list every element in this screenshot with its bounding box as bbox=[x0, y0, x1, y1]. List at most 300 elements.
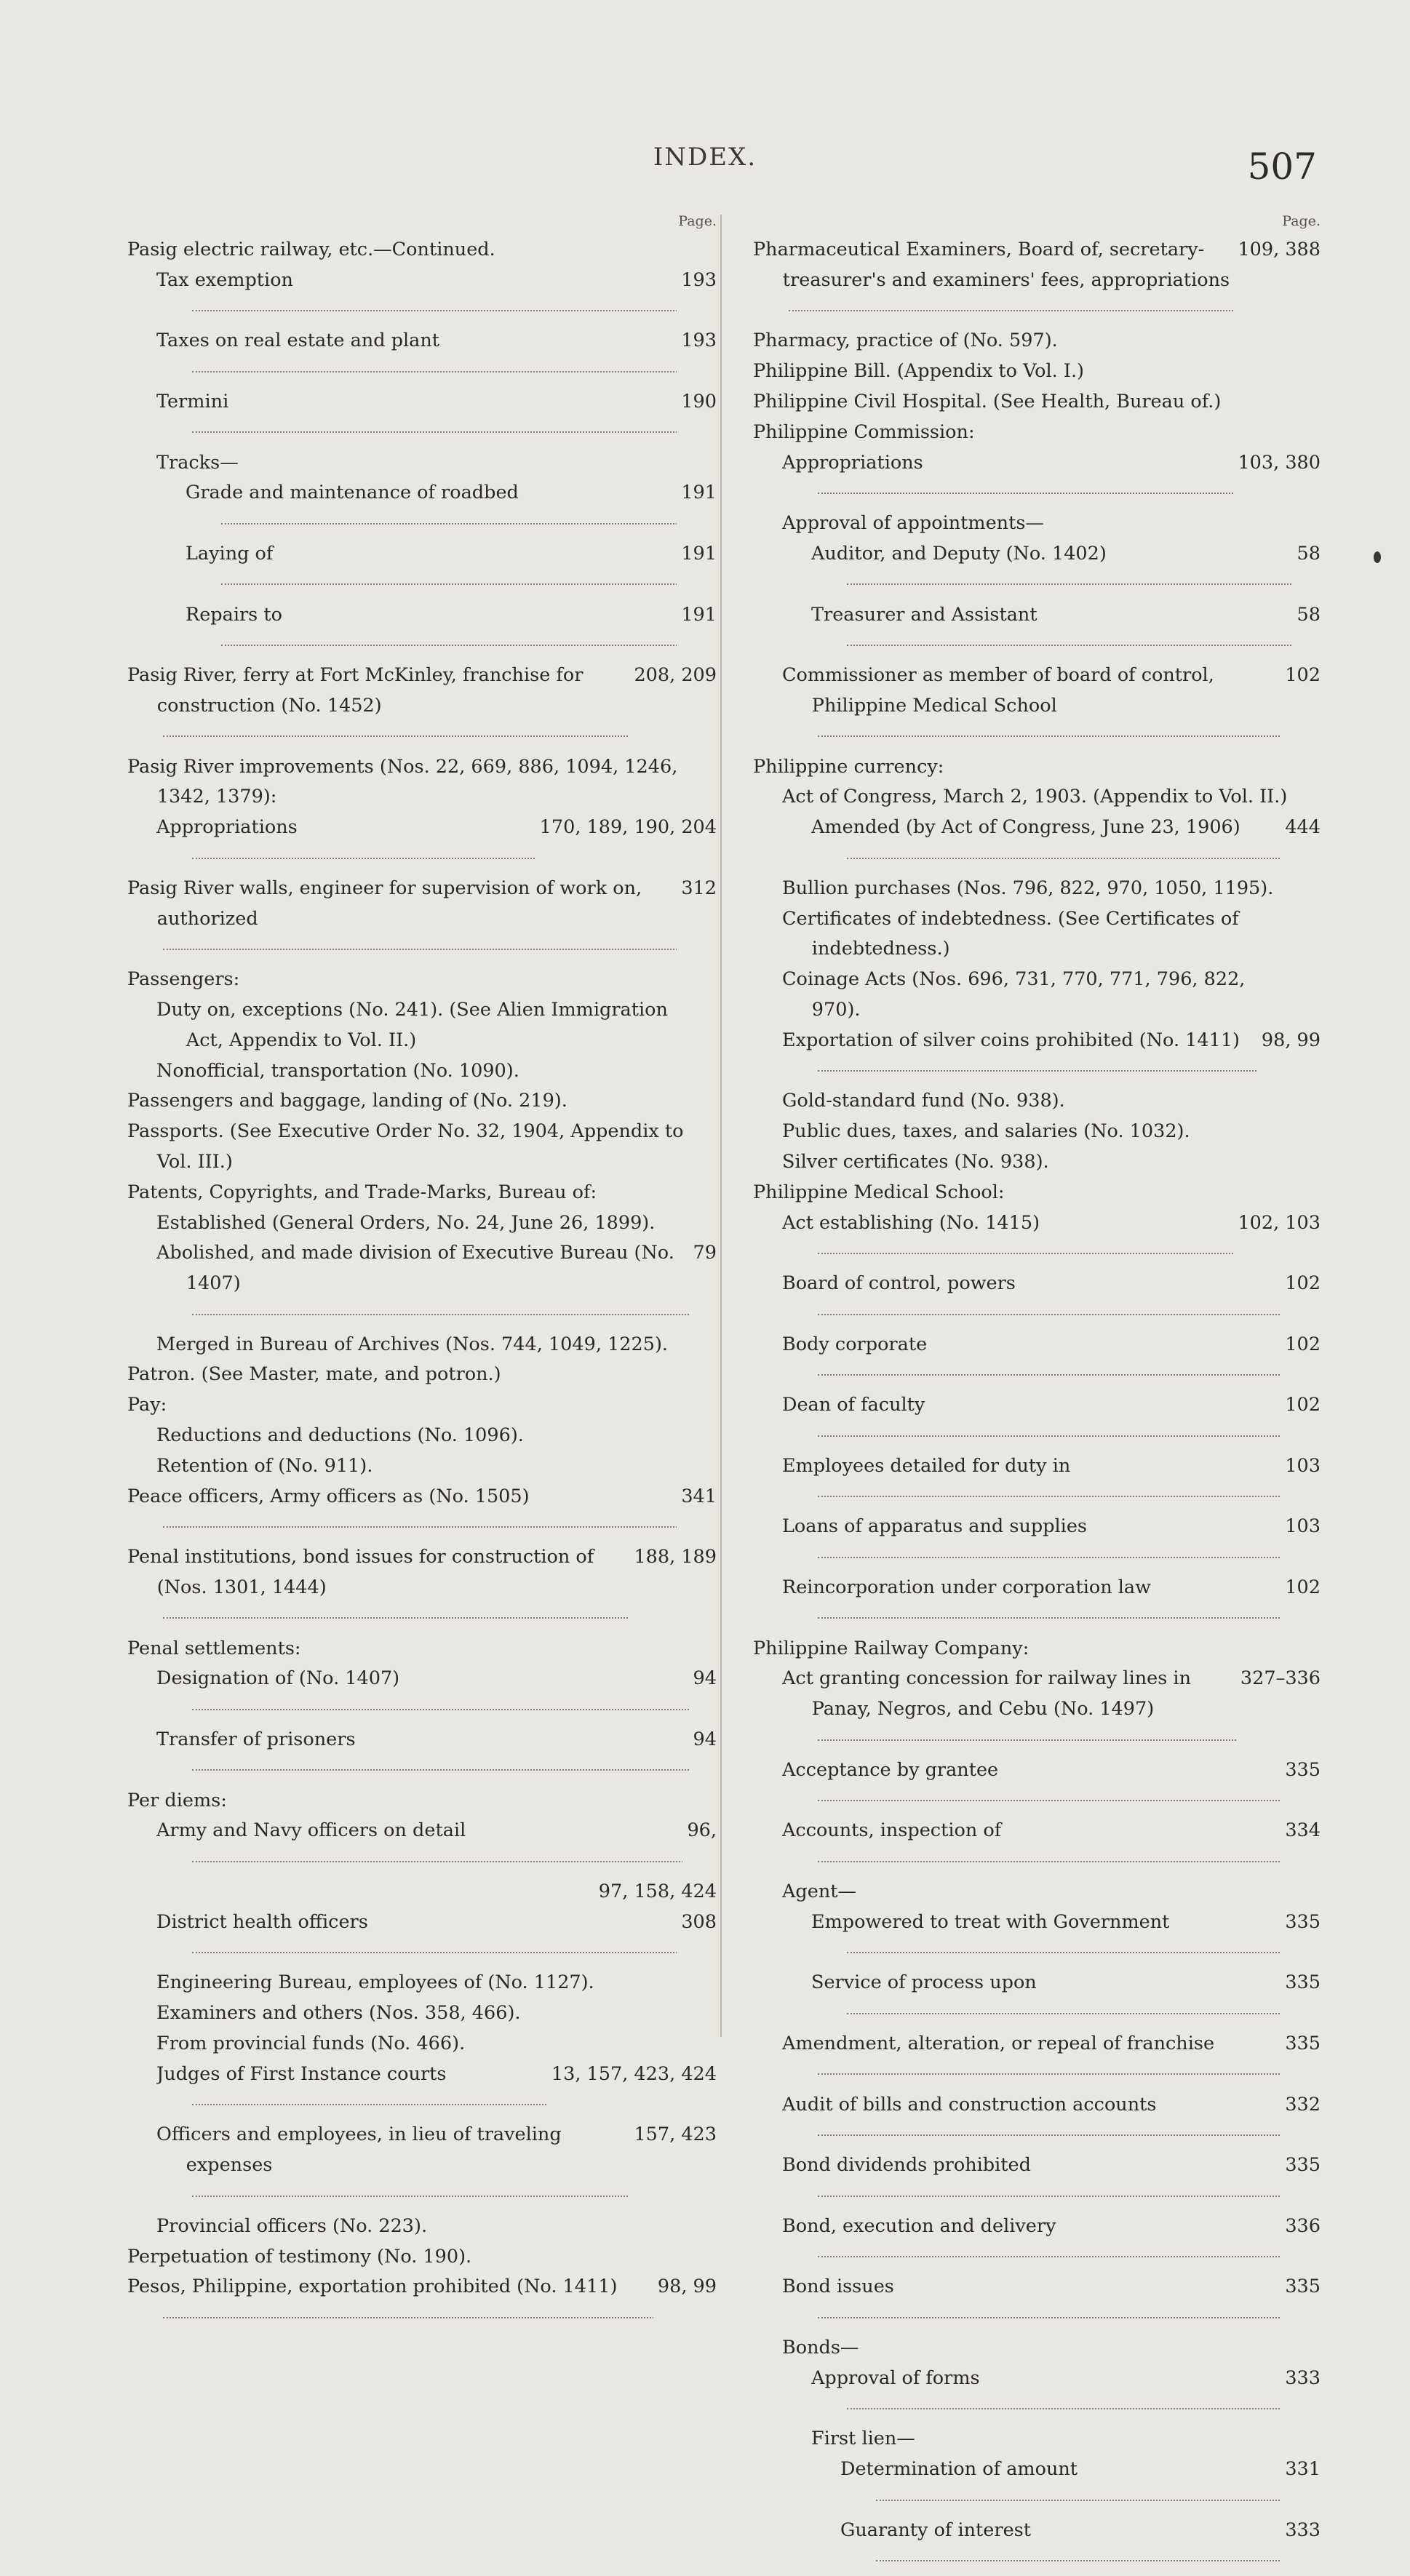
entry-text: Taxes on real estate and plant bbox=[156, 330, 439, 352]
index-entry bbox=[156, 1816, 717, 1877]
right-column bbox=[753, 207, 1321, 2576]
entry-text: Transfer of prisoners bbox=[156, 1728, 356, 1751]
index-entry bbox=[127, 2272, 717, 2333]
entry-text: Service of process upon bbox=[811, 1971, 1037, 1994]
index-entry bbox=[156, 1056, 717, 1087]
entry-text: Army and Navy officers on detail bbox=[156, 1819, 466, 1842]
index-entry bbox=[127, 1634, 717, 1664]
index-entry bbox=[156, 2120, 717, 2211]
entry-text: Pharmaceutical Examiners, Board of, secretary-treasurer's and examiners' fees, appropriations bbox=[753, 239, 1230, 291]
dot-leader bbox=[818, 492, 1234, 494]
entry-text-wrap bbox=[782, 1208, 1233, 1269]
index-entry bbox=[753, 1634, 1321, 1664]
entry-text-wrap bbox=[156, 326, 677, 387]
entry-text-wrap bbox=[782, 509, 1294, 539]
entry-text: Officers and employees, in lieu of traveling expenses bbox=[156, 2124, 562, 2177]
entry-text: Acceptance by grantee bbox=[782, 1758, 999, 1781]
entry-pages: 336 bbox=[1285, 2214, 1321, 2237]
entry-pages: 94 bbox=[693, 1667, 717, 1690]
entry-pages: 193 bbox=[681, 268, 717, 291]
index-entry bbox=[840, 2455, 1321, 2516]
entry-text: Retention of (No. 911). bbox=[156, 1454, 373, 1477]
entry-pages: 103, 380 bbox=[1238, 451, 1321, 474]
entry-text: Penal settlements: bbox=[127, 1637, 301, 1659]
entry-text-wrap bbox=[782, 904, 1294, 965]
index-entry bbox=[127, 752, 717, 813]
entry-text-wrap bbox=[782, 2272, 1280, 2333]
entry-pages: 188, 189 bbox=[634, 1546, 717, 1568]
index-entry bbox=[782, 2150, 1321, 2212]
index-entry bbox=[156, 995, 717, 1056]
entry-pages-continuation: 97, 158, 424 bbox=[598, 1881, 717, 1903]
entry-pages: 193 bbox=[681, 330, 717, 352]
index-entry bbox=[127, 1786, 717, 1817]
entry-text-wrap bbox=[782, 1390, 1280, 1451]
dot-leader bbox=[192, 1708, 689, 1710]
left-page-header: Page. bbox=[678, 213, 717, 229]
index-entry bbox=[782, 1573, 1321, 1634]
entry-text: Bonds— bbox=[782, 2336, 859, 2358]
entry-text-wrap bbox=[753, 1634, 1294, 1664]
entry-text-wrap bbox=[156, 1056, 690, 1087]
entry-text: Exportation of silver coins prohibited (No. 1411) bbox=[782, 1029, 1240, 1051]
entry-text-wrap bbox=[782, 1330, 1280, 1391]
index-entry bbox=[127, 1086, 717, 1117]
dot-leader bbox=[818, 1556, 1281, 1558]
entry-text-wrap bbox=[782, 1573, 1280, 1634]
entry-pages: 331 bbox=[1285, 2458, 1321, 2481]
index-entry bbox=[156, 387, 717, 448]
dot-leader bbox=[847, 583, 1293, 585]
index-entry bbox=[753, 235, 1321, 326]
dot-leader bbox=[818, 1495, 1281, 1497]
dot-leader bbox=[818, 1616, 1281, 1619]
dot-leader bbox=[221, 644, 677, 646]
index-entry bbox=[127, 1542, 717, 1633]
dot-leader bbox=[847, 857, 1281, 859]
entry-pages: 335 bbox=[1285, 1758, 1321, 1781]
entry-pages: 94 bbox=[693, 1728, 717, 1751]
entry-text: Treasurer and Assistant bbox=[811, 603, 1037, 626]
index-entry bbox=[840, 2516, 1321, 2576]
entry-text-wrap bbox=[186, 539, 677, 600]
entry-text-wrap bbox=[782, 965, 1294, 1026]
entry-text-wrap bbox=[156, 1451, 690, 1482]
dot-leader bbox=[818, 1313, 1281, 1315]
entry-text: Pasig River improvements (Nos. 22, 669, 886, 1094, 1246, 1342, 1379): bbox=[127, 755, 678, 808]
entry-text: Certificates of indebtedness. (See Certificates of indebtedness.) bbox=[782, 907, 1239, 960]
index-entry bbox=[156, 2212, 717, 2242]
entry-text-wrap bbox=[156, 266, 677, 327]
entry-text-wrap bbox=[811, 2364, 1280, 2425]
entry-pages: 335 bbox=[1285, 2033, 1321, 2055]
dot-leader bbox=[818, 1799, 1281, 1801]
entry-text: Pasig River walls, engineer for supervision of work on, authorized bbox=[127, 877, 642, 930]
entry-pages: 170, 189, 190, 204 bbox=[539, 816, 717, 839]
entry-text: Amendment, alteration, or repeal of franchise bbox=[782, 2033, 1215, 2055]
entry-text-wrap bbox=[127, 2272, 653, 2333]
entry-text-wrap bbox=[156, 448, 690, 479]
index-entry bbox=[186, 478, 717, 539]
index-entry bbox=[782, 1755, 1321, 1817]
entry-text: Commissioner as member of board of control, Philippine Medical School bbox=[782, 664, 1214, 717]
entry-text: Patron. (See Master, mate, and potron.) bbox=[127, 1363, 501, 1386]
entry-text: Dean of faculty bbox=[782, 1394, 925, 1416]
entry-text: Pesos, Philippine, exportation prohibited (No. 1411) bbox=[127, 2276, 618, 2298]
entry-text: Engineering Bureau, employees of (No. 1127). bbox=[156, 1971, 594, 1994]
index-entry bbox=[753, 387, 1321, 418]
entry-text-wrap bbox=[156, 2059, 547, 2121]
entry-text: Tracks— bbox=[156, 451, 239, 474]
index-entry bbox=[156, 2059, 717, 2121]
entry-text: From provincial funds (No. 466). bbox=[156, 2033, 466, 2055]
index-entry bbox=[782, 661, 1321, 751]
entry-text-wrap bbox=[127, 1390, 690, 1421]
entry-text: Amended (by Act of Congress, June 23, 1906) bbox=[811, 816, 1240, 839]
dot-leader bbox=[818, 1373, 1281, 1376]
running-head: INDEX. bbox=[653, 143, 757, 172]
entry-text-wrap bbox=[811, 1968, 1280, 2029]
entry-text: Philippine currency: bbox=[753, 755, 944, 778]
entry-text: Approval of forms bbox=[811, 2366, 980, 2389]
entry-text-wrap bbox=[782, 1755, 1280, 1817]
entry-pages: 102, 103 bbox=[1238, 1211, 1321, 1234]
dot-leader bbox=[163, 735, 630, 737]
entry-text: Pharmacy, practice of (No. 597). bbox=[753, 330, 1058, 352]
entry-text-wrap bbox=[156, 813, 535, 874]
entry-text: Audit of bills and construction accounts bbox=[782, 2093, 1157, 2116]
entry-text: Guaranty of interest bbox=[840, 2519, 1031, 2541]
entry-text: Appropriations bbox=[156, 816, 298, 839]
entry-text-wrap bbox=[782, 1117, 1294, 1147]
entry-text-wrap bbox=[156, 1664, 689, 1725]
index-entry bbox=[782, 1269, 1321, 1330]
entry-text-wrap bbox=[782, 1086, 1294, 1117]
index-entry bbox=[782, 1877, 1321, 1907]
index-entry bbox=[156, 1238, 717, 1329]
index-entry bbox=[782, 874, 1321, 904]
index-entry bbox=[127, 874, 717, 965]
index-entry bbox=[156, 1330, 717, 1360]
column-divider bbox=[720, 215, 722, 2037]
index-entry bbox=[811, 539, 1321, 600]
entry-text-wrap bbox=[127, 1634, 690, 1664]
index-entry bbox=[782, 2212, 1321, 2273]
index-entry bbox=[782, 2029, 1321, 2090]
entry-pages: 335 bbox=[1285, 1910, 1321, 1933]
index-entry bbox=[782, 1208, 1321, 1269]
entry-text-wrap bbox=[782, 2029, 1280, 2090]
entry-pages: 13, 157, 423, 424 bbox=[551, 2062, 717, 2085]
dot-leader bbox=[818, 2134, 1281, 2136]
entry-text: Abolished, and made division of Executive Bureau (No. 1407) bbox=[156, 1242, 674, 1295]
index-entry bbox=[811, 1907, 1321, 1969]
entry-text-wrap bbox=[782, 2150, 1280, 2212]
index-entry bbox=[127, 1178, 717, 1208]
entry-text: Designation of (No. 1407) bbox=[156, 1667, 400, 1690]
entry-text: Empowered to treat with Government bbox=[811, 1910, 1170, 1933]
entry-text: Philippine Civil Hospital. (See Health, Bureau of.) bbox=[753, 390, 1222, 412]
entry-text: Silver certificates (No. 938). bbox=[782, 1150, 1049, 1173]
entry-pages: 335 bbox=[1285, 2154, 1321, 2177]
index-entry bbox=[753, 356, 1321, 387]
index-entry bbox=[753, 418, 1321, 448]
entry-pages: 58 bbox=[1297, 542, 1321, 565]
entry-text-wrap bbox=[811, 813, 1280, 874]
dot-leader bbox=[818, 1860, 1281, 1862]
index-entry bbox=[156, 326, 717, 387]
entry-text-wrap bbox=[156, 1208, 690, 1239]
index-entry bbox=[782, 904, 1321, 965]
entry-pages: 102 bbox=[1285, 1333, 1321, 1355]
entry-text: Perpetuation of testimony (No. 190). bbox=[127, 2245, 472, 2268]
dot-leader bbox=[818, 2255, 1281, 2257]
entry-pages: 308 bbox=[681, 1910, 717, 1933]
entry-text: Bond, execution and delivery bbox=[782, 2214, 1056, 2237]
left-column bbox=[127, 207, 717, 2333]
dot-leader bbox=[163, 1526, 677, 1528]
index-entry bbox=[782, 782, 1321, 813]
index-entry bbox=[782, 1330, 1321, 1391]
entry-text: Reductions and deductions (No. 1096). bbox=[156, 1424, 524, 1447]
entry-pages: 333 bbox=[1285, 2366, 1321, 2389]
entry-text: Per diems: bbox=[127, 1789, 227, 1811]
index-entry bbox=[782, 2272, 1321, 2333]
index-entry bbox=[811, 813, 1321, 874]
entry-pages: 341 bbox=[681, 1485, 717, 1507]
entry-text-wrap bbox=[782, 1877, 1294, 1907]
entry-pages: 444 bbox=[1285, 816, 1321, 839]
entry-text-wrap bbox=[127, 1117, 690, 1178]
index-entry bbox=[753, 1178, 1321, 1208]
entry-pages: 102 bbox=[1285, 1576, 1321, 1599]
entry-text: Patents, Copyrights, and Trade-Marks, Bureau of: bbox=[127, 1181, 597, 1203]
index-entry bbox=[156, 1907, 717, 1969]
entry-text: Philippine Railway Company: bbox=[753, 1637, 1029, 1659]
dot-leader bbox=[192, 1951, 677, 1953]
dot-leader bbox=[163, 2316, 653, 2318]
dot-leader bbox=[192, 1768, 689, 1771]
dot-leader bbox=[192, 370, 677, 372]
dot-leader bbox=[192, 857, 535, 859]
entry-text-wrap bbox=[156, 2120, 629, 2211]
index-entry bbox=[782, 1117, 1321, 1147]
entry-text: Repairs to bbox=[186, 603, 282, 626]
dot-leader bbox=[818, 2316, 1281, 2318]
index-entry bbox=[127, 1390, 717, 1421]
index-entry bbox=[782, 1664, 1321, 1755]
entry-pages: 333 bbox=[1285, 2519, 1321, 2541]
index-entry bbox=[782, 1512, 1321, 1573]
index-entry bbox=[127, 1117, 717, 1178]
entry-text-wrap bbox=[753, 326, 1294, 356]
index-entry bbox=[156, 1998, 717, 2029]
entry-text-wrap bbox=[782, 1816, 1280, 1877]
entry-text-wrap bbox=[782, 1664, 1236, 1755]
entry-text: Pasig River, ferry at Fort McKinley, franchise for construction (No. 1452) bbox=[127, 664, 583, 717]
entry-text-wrap bbox=[156, 1725, 689, 1786]
entry-pages: 335 bbox=[1285, 1971, 1321, 1994]
dot-leader bbox=[876, 2559, 1281, 2561]
entry-text-wrap bbox=[156, 1968, 690, 1998]
entry-text-wrap bbox=[782, 1147, 1294, 1178]
entry-text: Laying of bbox=[186, 542, 274, 565]
index-entry bbox=[811, 1968, 1321, 2029]
page-number: 507 bbox=[1247, 145, 1317, 188]
entry-text: Auditor, and Deputy (No. 1402) bbox=[811, 542, 1107, 565]
entry-text-wrap bbox=[127, 1542, 629, 1633]
entry-text: Act establishing (No. 1415) bbox=[782, 1211, 1040, 1234]
entry-text: Merged in Bureau of Archives (Nos. 744, 1049, 1225). bbox=[156, 1333, 668, 1355]
entry-text: Established (General Orders, No. 24, June 26, 1899). bbox=[156, 1211, 656, 1234]
entry-pages: 98, 99 bbox=[657, 2276, 717, 2298]
entry-text: District health officers bbox=[156, 1910, 368, 1933]
entry-text: Peace officers, Army officers as (No. 1505) bbox=[127, 1485, 530, 1507]
index-entry bbox=[782, 2333, 1321, 2364]
entry-text-wrap bbox=[753, 1178, 1294, 1208]
entry-pages: 103 bbox=[1285, 1515, 1321, 1538]
entry-text-wrap bbox=[127, 1360, 690, 1390]
index-entry bbox=[782, 2090, 1321, 2151]
entry-pages: 103 bbox=[1285, 1454, 1321, 1477]
entry-text-wrap bbox=[127, 752, 690, 813]
entry-text: Philippine Commission: bbox=[753, 420, 975, 443]
dot-leader bbox=[192, 2103, 547, 2105]
dot-leader bbox=[847, 2012, 1281, 2014]
entry-text: Act of Congress, March 2, 1903. (Appendix to Vol. II.) bbox=[782, 786, 1288, 808]
entry-text: Judges of First Instance courts bbox=[156, 2062, 447, 2085]
entry-pages: 102 bbox=[1285, 664, 1321, 687]
index-entry bbox=[782, 965, 1321, 1026]
index-entry bbox=[127, 965, 717, 995]
entry-text-wrap bbox=[782, 782, 1294, 813]
index-entry bbox=[753, 326, 1321, 356]
entry-pages: 191 bbox=[681, 542, 717, 565]
entry-text-wrap bbox=[811, 539, 1293, 600]
dot-leader bbox=[818, 1739, 1236, 1741]
dot-leader bbox=[789, 309, 1234, 311]
dot-leader bbox=[163, 948, 677, 950]
entry-text: Bond issues bbox=[782, 2276, 894, 2298]
index-entry bbox=[782, 509, 1321, 539]
right-page-header: Page. bbox=[1282, 213, 1321, 229]
entry-text: Bullion purchases (Nos. 796, 822, 970, 1050, 1195). bbox=[782, 877, 1274, 899]
entry-text: Employees detailed for duty in bbox=[782, 1454, 1071, 1477]
entry-text: Act granting concession for railway lines in Panay, Negros, and Cebu (No. 1497) bbox=[782, 1667, 1192, 1720]
dot-leader bbox=[818, 1252, 1234, 1254]
entry-text-wrap bbox=[156, 995, 690, 1056]
entry-text-wrap bbox=[127, 1086, 690, 1117]
entry-text: Coinage Acts (Nos. 696, 731, 770, 771, 796, 822, 970). bbox=[782, 968, 1246, 1021]
dot-leader bbox=[876, 2499, 1281, 2501]
index-entry bbox=[127, 1482, 717, 1543]
entry-pages: 191 bbox=[681, 482, 717, 504]
index-entry bbox=[156, 448, 717, 479]
entry-text: Accounts, inspection of bbox=[782, 1819, 1002, 1842]
dot-leader bbox=[221, 583, 677, 585]
index-entry bbox=[782, 1026, 1321, 1087]
entry-text-wrap bbox=[782, 874, 1294, 904]
entry-pages: 157, 423 bbox=[634, 2124, 717, 2146]
entry-text-wrap bbox=[127, 1786, 690, 1817]
entry-text-wrap bbox=[127, 235, 690, 266]
entry-text-wrap bbox=[753, 752, 1294, 783]
entry-pages: 327–336 bbox=[1240, 1667, 1321, 1690]
entry-text-wrap bbox=[840, 2516, 1280, 2576]
dot-leader bbox=[847, 2407, 1281, 2409]
entry-text: Philippine Medical School: bbox=[753, 1181, 1005, 1203]
entry-text-wrap bbox=[782, 1269, 1280, 1330]
index-entry bbox=[156, 1208, 717, 1239]
entry-text: Examiners and others (Nos. 358, 466). bbox=[156, 2002, 521, 2025]
entry-pages: 335 bbox=[1285, 2276, 1321, 2298]
entry-pages: 98, 99 bbox=[1261, 1029, 1321, 1051]
entry-text-wrap bbox=[156, 1330, 690, 1360]
dot-leader bbox=[818, 1069, 1257, 1072]
dot-leader bbox=[192, 309, 677, 311]
entry-text-wrap bbox=[127, 874, 677, 965]
entry-text: Penal institutions, bond issues for construction of (Nos. 1301, 1444) bbox=[127, 1546, 594, 1599]
entry-text-wrap bbox=[782, 448, 1233, 509]
dot-leader bbox=[163, 1616, 630, 1619]
entry-pages: 79 bbox=[693, 1242, 717, 1264]
index-entry bbox=[782, 1390, 1321, 1451]
entry-pages: 58 bbox=[1297, 603, 1321, 626]
index-entry bbox=[811, 2424, 1321, 2455]
entry-pages: 102 bbox=[1285, 1394, 1321, 1416]
entry-text: First lien— bbox=[811, 2428, 915, 2450]
index-entry bbox=[782, 448, 1321, 509]
index-entry bbox=[811, 600, 1321, 661]
entry-text: Bond dividends prohibited bbox=[782, 2154, 1031, 2177]
entry-text-wrap bbox=[156, 1907, 677, 1969]
entry-text-wrap bbox=[753, 387, 1294, 418]
ink-smudge bbox=[1374, 551, 1381, 563]
entry-pages: 334 bbox=[1285, 1819, 1321, 1842]
entry-text-wrap bbox=[811, 1907, 1280, 1969]
entry-text-wrap bbox=[782, 2212, 1280, 2273]
index-entry bbox=[127, 235, 717, 266]
entry-pages: 102 bbox=[1285, 1272, 1321, 1295]
entry-text-wrap bbox=[782, 661, 1280, 751]
entry-text-wrap bbox=[782, 1512, 1280, 1573]
entry-pages: 190 bbox=[681, 390, 717, 412]
entry-text-wrap bbox=[156, 1421, 690, 1451]
dot-leader bbox=[818, 2073, 1281, 2075]
entry-text-wrap bbox=[186, 478, 677, 539]
entry-text-wrap bbox=[753, 356, 1294, 387]
entry-pages: 312 bbox=[681, 877, 717, 899]
index-entry bbox=[156, 1451, 717, 1482]
index-entry bbox=[127, 661, 717, 751]
entry-text: Reincorporation under corporation law bbox=[782, 1576, 1151, 1599]
entry-text: Loans of apparatus and supplies bbox=[782, 1515, 1088, 1538]
entry-text-wrap bbox=[156, 2029, 690, 2059]
index-entry bbox=[753, 752, 1321, 783]
dot-leader bbox=[192, 2195, 630, 2197]
entry-text-wrap bbox=[127, 965, 690, 995]
dot-leader bbox=[818, 735, 1281, 737]
entry-text-wrap bbox=[156, 1238, 689, 1329]
entry-text: Passengers: bbox=[127, 968, 240, 991]
entry-text-wrap bbox=[156, 2212, 690, 2242]
entry-text-wrap bbox=[127, 661, 629, 751]
entry-text: Appropriations bbox=[782, 451, 923, 474]
index-entry bbox=[156, 1725, 717, 1786]
index-entry bbox=[186, 539, 717, 600]
entry-text-wrap bbox=[840, 2455, 1280, 2516]
entry-text-wrap bbox=[127, 2242, 690, 2273]
